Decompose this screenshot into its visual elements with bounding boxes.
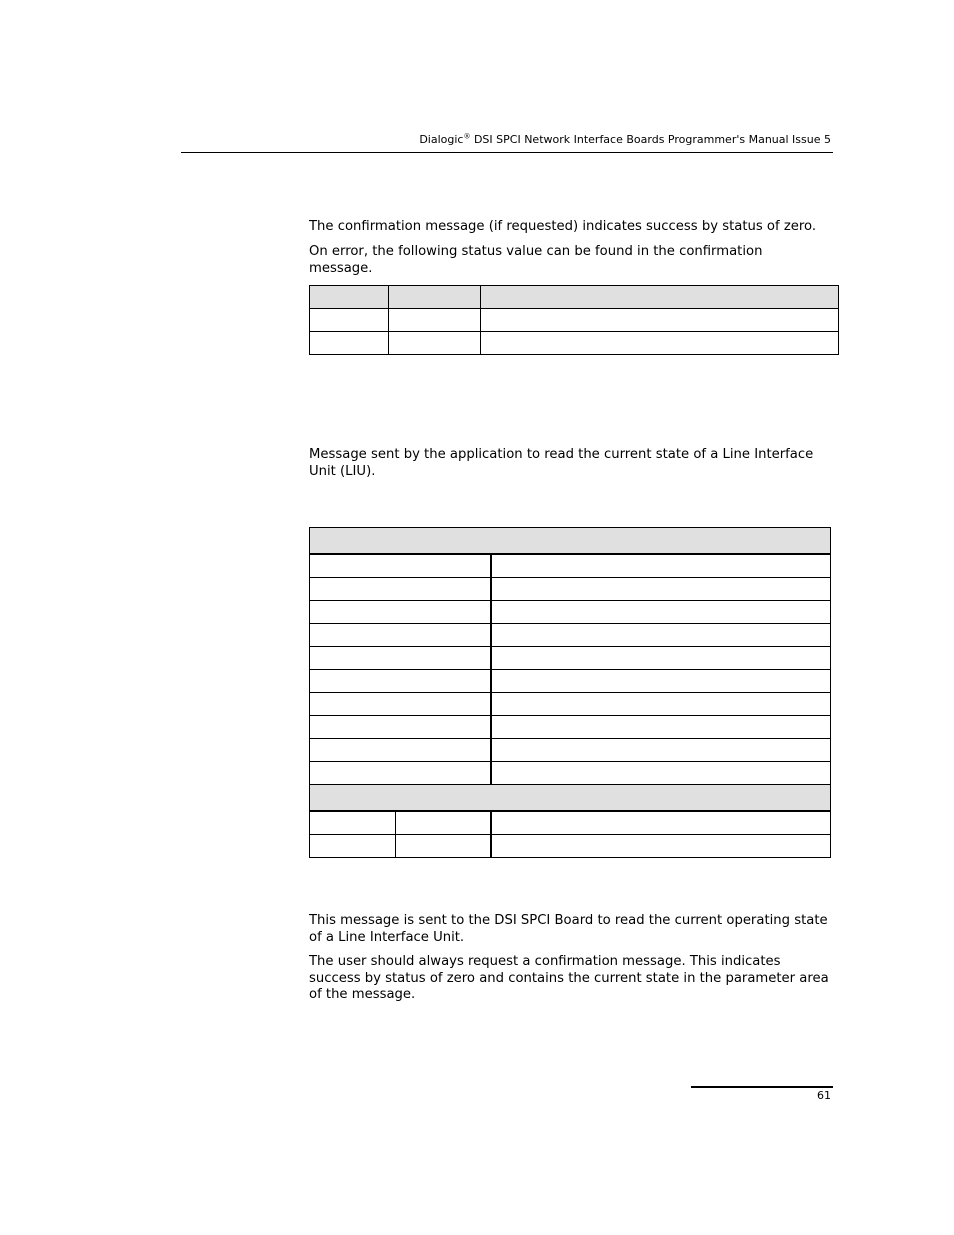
field-name-cell	[310, 624, 491, 647]
table-header-cell	[310, 785, 831, 812]
table-row	[310, 811, 831, 835]
table-row	[310, 693, 831, 716]
table-row	[310, 835, 831, 858]
param-offset-cell	[310, 835, 396, 858]
param-size-cell	[396, 811, 491, 835]
field-value-cell	[491, 762, 831, 785]
table-row	[310, 601, 831, 624]
header-rule	[181, 152, 833, 153]
field-name-cell	[310, 578, 491, 601]
message-format-table	[309, 527, 831, 858]
table-cell	[310, 332, 389, 355]
field-name-cell	[310, 670, 491, 693]
field-value-cell	[491, 601, 831, 624]
footer-rule	[691, 1086, 833, 1088]
field-name-cell	[310, 647, 491, 670]
error-status-paragraph: On error, the following status value can be found in the confirmation message.	[309, 244, 763, 276]
param-offset-cell	[310, 811, 396, 835]
param-name-cell	[491, 835, 831, 858]
header-title: DSI SPCI Network Interface Boards Programmer's Manual Issue 5	[470, 133, 831, 146]
table-row	[310, 762, 831, 785]
field-name-cell	[310, 716, 491, 739]
table-row	[310, 554, 831, 578]
field-value-cell	[491, 670, 831, 693]
param-name-cell	[491, 811, 831, 835]
table-cell	[389, 309, 481, 332]
field-name-cell	[310, 739, 491, 762]
field-value-cell	[491, 578, 831, 601]
message-description-paragraph: Message sent by the application to read the current state of a Line Interface Unit (LIU).	[309, 447, 814, 479]
confirmation-paragraph: The confirmation message (if requested) indicates success by status of zero.	[309, 219, 817, 234]
table-cell	[310, 309, 389, 332]
table-cell	[481, 309, 839, 332]
table-header-row	[310, 286, 839, 309]
confirmation-requirement-paragraph: The user should always request a confirmation message. This indicates success by status of zero and contains the current state in the parameter area of the message.	[309, 954, 829, 1002]
field-value-cell	[491, 554, 831, 578]
status-value-table	[309, 285, 839, 355]
field-name-cell	[310, 554, 491, 578]
running-header	[419, 133, 831, 146]
field-value-cell	[491, 624, 831, 647]
header-brand: Dialogic	[419, 133, 464, 146]
field-name-cell	[310, 693, 491, 716]
table-row	[310, 647, 831, 670]
param-size-cell	[396, 835, 491, 858]
table-cell	[481, 332, 839, 355]
table-header-cell	[310, 528, 831, 555]
table-row	[310, 739, 831, 762]
table-row	[310, 309, 839, 332]
field-name-cell	[310, 762, 491, 785]
field-value-cell	[491, 716, 831, 739]
page-number: 61	[817, 1089, 831, 1102]
field-name-cell	[310, 601, 491, 624]
table-header-cell	[310, 286, 389, 309]
field-value-cell	[491, 647, 831, 670]
table-row	[310, 578, 831, 601]
table-row	[310, 670, 831, 693]
table-header-cell	[481, 286, 839, 309]
table-header-cell	[389, 286, 481, 309]
trademark-symbol: ®	[463, 132, 471, 141]
table-row	[310, 332, 839, 355]
field-value-cell	[491, 739, 831, 762]
table-row	[310, 716, 831, 739]
description-paragraph: This message is sent to the DSI SPCI Board to read the current operating state of a Line Interface Unit.	[309, 913, 828, 945]
message-header-title-row	[310, 528, 831, 555]
field-value-cell	[491, 693, 831, 716]
table-cell	[389, 332, 481, 355]
parameter-area-header-row	[310, 785, 831, 812]
table-row	[310, 624, 831, 647]
